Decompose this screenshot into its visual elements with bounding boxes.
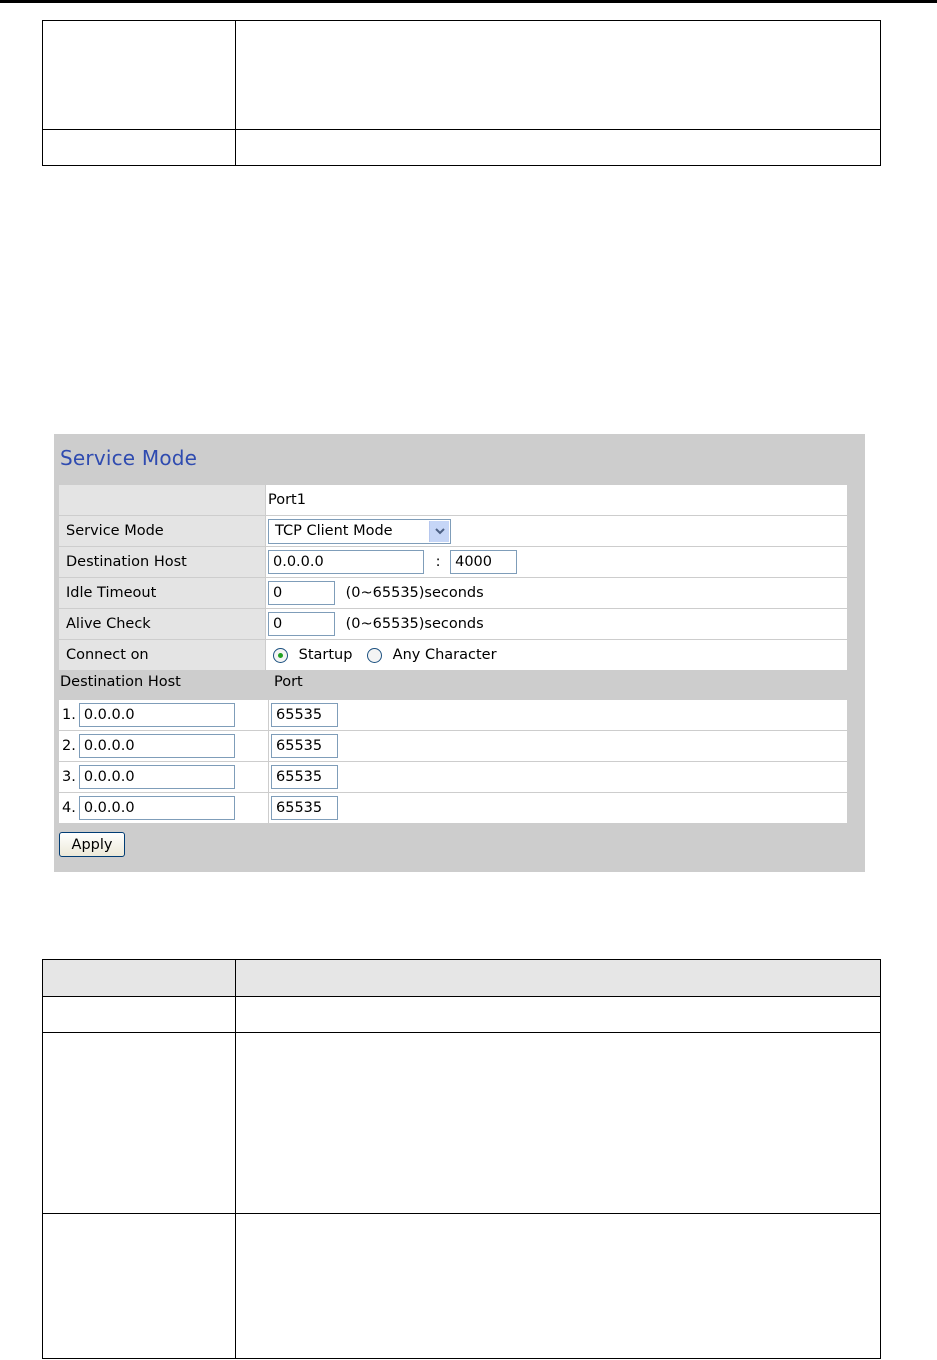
service-mode-panel xyxy=(54,434,865,872)
table-cell xyxy=(43,130,236,166)
startup-radio[interactable] xyxy=(273,648,288,663)
table-cell xyxy=(236,997,881,1033)
any-character-radio-label: Any Character xyxy=(392,647,497,663)
dest-port-input-1[interactable]: 65535 xyxy=(271,703,338,727)
dest-host-cell xyxy=(59,700,269,731)
service-mode-select[interactable] xyxy=(268,519,451,544)
idle-timeout-unit: (0~65535)seconds xyxy=(345,585,484,601)
table-row xyxy=(59,793,848,824)
dest-port-cell xyxy=(269,793,848,824)
alive-check-unit: (0~65535)seconds xyxy=(345,616,484,632)
description-table-bottom xyxy=(42,959,881,1359)
idle-timeout-cell xyxy=(266,578,848,609)
startup-radio-label: Startup xyxy=(298,647,353,663)
page-top-rule xyxy=(0,0,937,3)
dest-host-input-1[interactable]: 0.0.0.0 xyxy=(79,703,235,727)
dest-port-cell xyxy=(269,731,848,762)
table-cell xyxy=(43,997,236,1033)
dest-host-cell xyxy=(59,793,269,824)
dest-host-cell xyxy=(59,731,269,762)
service-mode-cell xyxy=(266,516,848,547)
dest-port-cell xyxy=(269,762,848,793)
table-row xyxy=(59,700,848,731)
table-cell xyxy=(236,1214,881,1359)
table-cell xyxy=(236,1033,881,1214)
dest-port-input-2[interactable]: 65535 xyxy=(271,734,338,758)
dest-host-input-2[interactable]: 0.0.0.0 xyxy=(79,734,235,758)
destination-port-input[interactable]: 4000 xyxy=(450,550,517,574)
dest-list-host-header: Destination Host xyxy=(60,674,181,690)
idle-timeout-label: Idle Timeout xyxy=(59,578,266,609)
dest-port-input-4[interactable]: 65535 xyxy=(271,796,338,820)
table-row xyxy=(59,731,848,762)
row-index: 3. xyxy=(62,769,76,785)
table-row xyxy=(43,1033,881,1214)
table-cell xyxy=(43,1214,236,1359)
destination-list-table xyxy=(58,699,848,824)
destination-host-cell xyxy=(266,547,848,578)
row-index: 4. xyxy=(62,800,76,816)
row-index: 1. xyxy=(62,707,76,723)
dest-list-port-header: Port xyxy=(274,674,303,690)
table-row xyxy=(59,578,848,609)
dest-host-input-3[interactable]: 0.0.0.0 xyxy=(79,765,235,789)
table-row xyxy=(43,997,881,1033)
description-table-top xyxy=(42,20,881,166)
table-cell xyxy=(43,1033,236,1214)
table-header-cell xyxy=(236,960,881,997)
any-character-radio[interactable] xyxy=(367,648,382,663)
destination-host-label: Destination Host xyxy=(59,547,266,578)
dest-host-cell xyxy=(59,762,269,793)
connect-on-cell xyxy=(266,640,848,671)
connect-on-label: Connect on xyxy=(59,640,266,671)
table-row xyxy=(59,516,848,547)
table-row xyxy=(43,1214,881,1359)
table-row xyxy=(59,609,848,640)
idle-timeout-input[interactable]: 0 xyxy=(268,581,335,605)
destination-host-input[interactable]: 0.0.0.0 xyxy=(268,550,424,574)
service-settings-table xyxy=(58,484,848,671)
table-row xyxy=(59,640,848,671)
dest-port-cell xyxy=(269,700,848,731)
table-cell xyxy=(236,130,881,166)
table-row xyxy=(59,762,848,793)
row-index: 2. xyxy=(62,738,76,754)
service-mode-label: Service Mode xyxy=(59,516,266,547)
dest-port-input-3[interactable]: 65535 xyxy=(271,765,338,789)
panel-title: Service Mode xyxy=(60,446,198,470)
table-row xyxy=(43,21,881,130)
corner-cell xyxy=(59,485,266,516)
table-row xyxy=(59,547,848,578)
table-row xyxy=(59,485,848,516)
service-mode-value: TCP Client Mode xyxy=(275,522,393,539)
table-cell xyxy=(43,21,236,130)
alive-check-input[interactable]: 0 xyxy=(268,612,335,636)
table-cell xyxy=(236,21,881,130)
dest-host-input-4[interactable]: 0.0.0.0 xyxy=(79,796,235,820)
port-header: Port1 xyxy=(266,485,848,516)
alive-check-cell xyxy=(266,609,848,640)
apply-button[interactable]: Apply xyxy=(59,832,125,857)
alive-check-label: Alive Check xyxy=(59,609,266,640)
table-row xyxy=(43,130,881,166)
chevron-down-icon[interactable] xyxy=(429,521,449,542)
table-header-cell xyxy=(43,960,236,997)
host-port-separator: : xyxy=(435,554,441,570)
table-header-row xyxy=(43,960,881,997)
